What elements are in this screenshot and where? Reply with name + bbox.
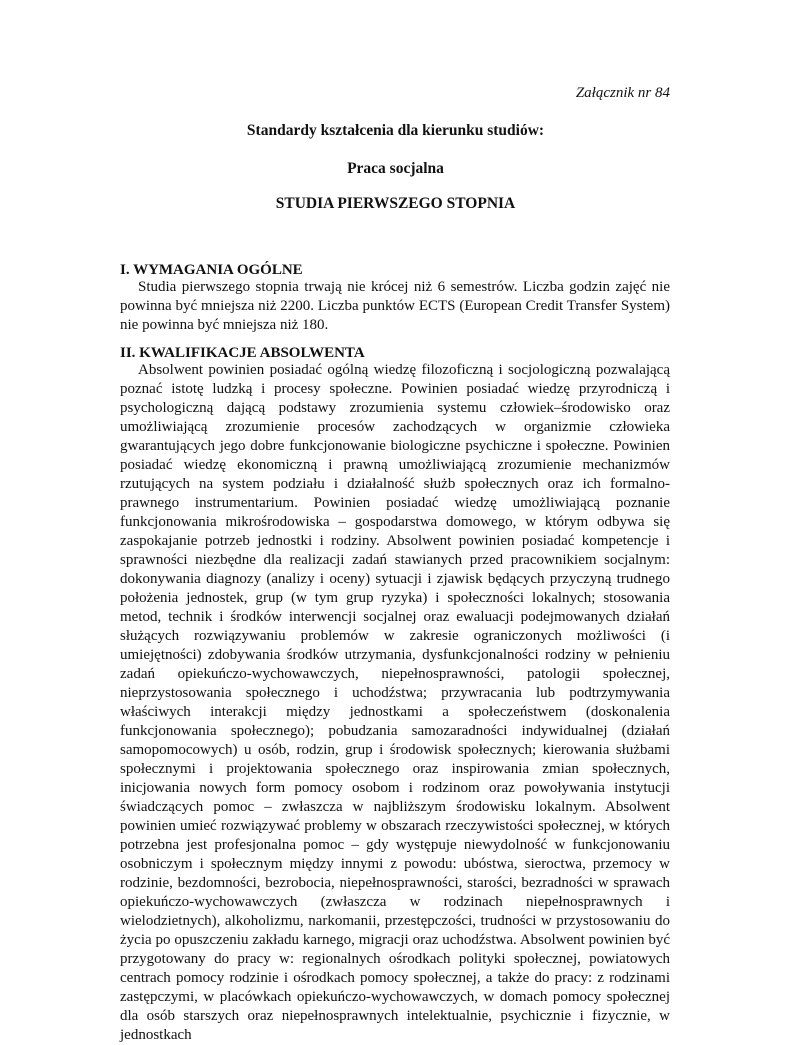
section-heading-general-requirements: I. WYMAGANIA OGÓLNE <box>120 262 303 278</box>
section-text-graduate-qualifications: Absolwent powinien posiadać ogólną wiedzę filozoficzną i socjologiczną pozwalającą poznać istotę ludzką i procesy społeczne. Powinien posiadać wiedzę przyrodniczą i psychologiczną dającą podstawy zrozumienia systemu człowiek–środowisko oraz umożliwiającą zrozumienie procesów zachodzących w organizmie człowieka gwarantujących jego dobre funkcjonowanie biologiczne psychiczne i społeczne. Powinien posiadać wiedzę ekonomiczną i prawną umożliwiającą zrozumienie mechanizmów rzutujących na system podziału i działalność służb społecznych oraz ich formalno-prawnego instrumentarium. Powinien posiadać wiedzę umożliwiającą poznanie funkcjonowania mikrośrodowiska – gospodarstwa domowego, w którym odbywa się zaspokajanie potrzeb jednostki i rodziny. Absolwent powinien posiadać kompetencje i sprawności niezbędne dla realizacji zadań stawianych przed pracownikiem socjalnym: dokonywania diagnozy (analizy i oceny) sytuacji i zjawisk będących przyczyną trudnego położenia jednostek, grup (w tym grup ryzyka) i społeczności lokalnych; stosowania metod, technik i środków interwencji socjalnej oraz ewaluacji podejmowanych działań służących rozwiązywaniu problemów w zakresie ograniczonych możliwości (i umiejętności) zdobywania środków utrzymania, dysfunkcjonalności rodziny w pełnieniu zadań opiekuńczo-wychowawczych, niepełnosprawności, patologii społecznej, nieprzystosowania społecznego i uchodźstwa; przywracania lub podtrzymywania właściwych interakcji między jednostkami a społeczeństwem (doskonalenia funkcjonowania społecznego); pobudzania samozaradności indywidualnej (działań samopomocowych) u osób, rodzin, grup i środowisk społecznych; kierowania służbami społecznymi i projektowania społecznego oraz inspirowania zmian społecznych, inicjowania nowych form pomocy osobom i rodzinom oraz powoływania instytucji świadczących pomoc – zwłaszcza w najbliższym środowisku lokalnym. Absolwent powinien umieć rozwiązywać problemy w obszarach rzeczywistości społecznej, w których potrzebna jest profesjonalna pomoc – gdy występuje niewydolność w funkcjonowaniu osobniczym i społecznym między innymi z powodu: ubóstwa, sieroctwa, przemocy w rodzinie, bezdomności, bezrobocia, niepełnosprawności, starości, bezradności w sprawach opiekuńczo-wychowawczych (zwłaszcza w rodzinach niepełnosprawnych i wielodzietnych), alkoholizmu, narkomanii, przestępczości, trudności w przystosowaniu do życia po opuszczeniu zakładu karnego, migracji oraz uchodźstwa. Absolwent powinien być przygotowany do pracy w: regionalnych ośrodkach polityki społecznej, powiatowych centrach pomocy rodzinie i ośrodkach pomocy społecznej, a także do pracy: z rodzinami zastępczymi, w placówkach opiekuńczo-wychowawczych, w domach pomocy społecznej dla osób starszych oraz niepełnosprawnych intelektualnie, psychicznie i fizycznie, w jednostkach <box>120 362 670 1043</box>
section-heading-graduate-qualifications: II. KWALIFIKACJE ABSOLWENTA <box>120 345 365 361</box>
section-text-general-requirements: Studia pierwszego stopnia trwają nie krócej niż 6 semestrów. Liczba godzin zajęć nie powinna być mniejsza niż 2200. Liczba punktów ECTS (European Credit Transfer System) nie powinna być mniejsza niż 180. <box>120 279 670 333</box>
annex-label: Załącznik nr 84 <box>575 85 670 101</box>
study-level: STUDIA PIERWSZEGO STOPNIA <box>275 195 516 212</box>
field-of-study: Praca socjalna <box>347 160 444 177</box>
document-title: Standardy kształcenia dla kierunku studiów: <box>246 122 545 139</box>
